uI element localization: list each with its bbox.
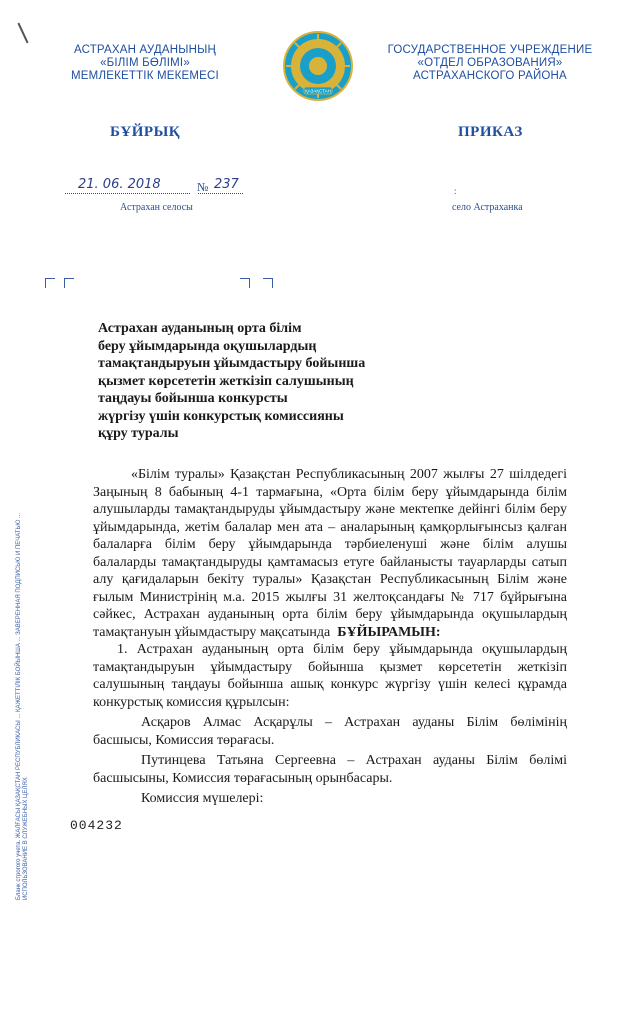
title-line: таңдауы бойынша конкурсты bbox=[98, 391, 288, 406]
header-left-line: «БІЛІМ БӨЛІМІ» bbox=[100, 57, 190, 69]
preamble-text: «Білім туралы» Қазақстан Республикасының 2007 жылғы 27 шілдедегі Заңының 8 бабының 4-1 тармағына, «Орта білім беру ұйымдарында білім алушыларды тамақтандыруды ұйымдастыру және мектепке дейінгі білім беру ұйымдарында, жетім балалар мен ата – аналарының қамқорлығынсыз қалған балаларға білім беру ұйымдарында тәрбиеленуші және білім алушы балаларды тамақтандыруды қамтамасыз етуге байланысты тауарларды сатып алу қағидаларын бекіту туралы» Қазақстан Республикасының Білім және ғылым Министрінің м.а. 2015 жылғы 31 желтоқсандағы № 717 бұйрығына сәйкес, Астрахан ауданының орта білім беру ұйымдарында оқушылардың тамақтануын ұйымдастыру мақсатында bbox=[93, 467, 567, 640]
number-prefix: № bbox=[197, 180, 209, 194]
date-underline bbox=[65, 193, 190, 194]
document-body bbox=[93, 466, 567, 808]
scan-mark bbox=[17, 23, 28, 44]
order-date: 21. 06. 2018 bbox=[78, 177, 161, 192]
header-right-line: ГОСУДАРСТВЕННОЕ УЧРЕЖДЕНИЕ bbox=[387, 44, 593, 56]
emblem-text: ҚАЗАҚСТАН bbox=[305, 88, 331, 94]
header-right bbox=[385, 44, 595, 83]
title-line: жүргізу үшін конкурстық комиссияны bbox=[98, 408, 344, 424]
title-line: қызмет көрсететін жеткізіп салушының bbox=[98, 373, 354, 389]
title-line: беру ұйымдарында оқушылардың bbox=[98, 338, 317, 354]
serial-number: 004232 bbox=[70, 818, 123, 833]
title-line: құру туралы bbox=[98, 426, 179, 441]
order-title-kz: БҰЙРЫҚ bbox=[110, 124, 181, 140]
corner-mark bbox=[240, 278, 250, 288]
header-right-line: «ОТДЕЛ ОБРАЗОВАНИЯ» bbox=[417, 57, 563, 69]
member-2-paragraph: Путинцева Татьяна Сергеевна – Астрахан ауданы Білім бөлімі басшысыны, Комиссия төрағасының орынбасары. bbox=[93, 753, 567, 786]
state-emblem bbox=[282, 30, 354, 102]
corner-mark bbox=[64, 278, 74, 288]
title-line: тамақтандыруын ұйымдастыру бойынша bbox=[98, 356, 366, 371]
number-underline bbox=[198, 193, 243, 194]
order-word: БҰЙЫРАМЫН: bbox=[337, 624, 441, 640]
place-kz: Астрахан селосы bbox=[120, 202, 193, 213]
emblem-icon bbox=[282, 30, 354, 102]
header-left bbox=[55, 44, 235, 83]
side-note: Бланк строгого учета. ЖАЛҒАСЫ ҚАЗАҚСТАН РЕСПУБЛИКАСЫ ... ҚАЖЕТТІЛІК БОЙЫНША ... ЗАВЕРЕННАЯ ПОДПИСЬЮ И ПЕЧАТЬЮ ... ИСПОЛЬЗОВАНИЕ В СЛУЖЕБНЫХ ЦЕЛЯХ bbox=[16, 512, 29, 900]
member-1-paragraph: Асқаров Алмас Асқарұлы – Астрахан ауданы Білім бөлімінің басшысы, Комиссия төрағасы. bbox=[93, 715, 567, 748]
members-label: Комиссия мүшелері: bbox=[141, 791, 264, 806]
small-mark: : bbox=[454, 186, 457, 196]
preamble-paragraph bbox=[93, 466, 567, 641]
item-1-paragraph: 1. Астрахан ауданының орта білім беру ұйымдарында оқушылардың тамақтандыруын ұйымдастыру бойынша қызмет көрсететін жеткізіп салушының таңдауы бойынша ашық конкурс жүргізу үшін келесі құрамда конкурстық комиссия құрылсын: bbox=[93, 642, 567, 710]
corner-mark bbox=[45, 278, 55, 288]
order-title-ru: ПРИКАЗ bbox=[458, 124, 523, 140]
corner-mark bbox=[263, 278, 273, 288]
header-right-line: АСТРАХАНСКОГО РАЙОНА bbox=[413, 70, 567, 82]
place-ru: село Астраханка bbox=[452, 202, 523, 213]
title-line: Астрахан ауданының орта білім bbox=[98, 321, 302, 336]
order-number: 237 bbox=[214, 177, 239, 192]
header-left-line: АСТРАХАН АУДАНЫНЫҢ bbox=[73, 44, 217, 56]
header-left-line: МЕМЛЕКЕТТІК МЕКЕМЕСІ bbox=[71, 70, 219, 82]
document-title bbox=[98, 320, 428, 443]
